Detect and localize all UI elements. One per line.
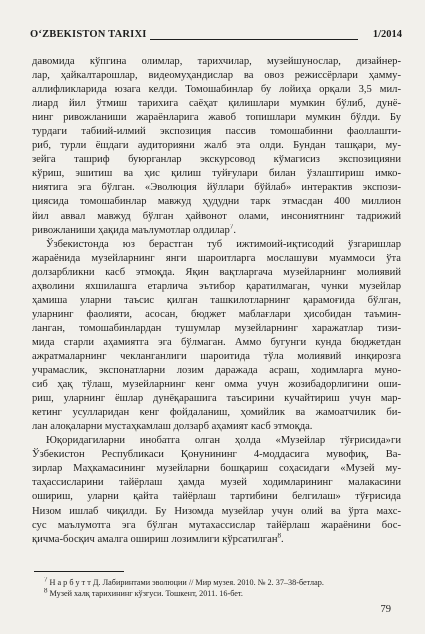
- text-line: Ўзбекистон Республикаси Қонунининг 4-моддасига мувофиқ, Ва-: [32, 449, 401, 461]
- text-line: Низом ишлаб чиқилди. Бу Низомда музейлар учун олий ва ўрта махс-: [32, 505, 401, 517]
- text-line: сиб ҳақ тўлаш, музейларнинг кенг омма учун жозибадорлигини оши-: [32, 379, 401, 391]
- text-line: аҳволини яхшилашга етарлича эътибор қаратилмаган, чунки музейлар: [32, 280, 401, 292]
- header-rule: [150, 39, 358, 40]
- footnote-reference: 7: [229, 223, 234, 231]
- text-line: Юқоридагиларни инобатга олган ҳолда «Музейлар тўғрисида»ги: [46, 435, 401, 447]
- text-line-content: ривожланиши ҳақида маълумотлар олдилар: [32, 224, 230, 236]
- text-line: жараёнида музейларнинг янги шароитларга мослашуви муаммоси ўта: [32, 252, 401, 264]
- text-line: ошириш, уларни қайта тайёрлаш тартибини белгилаш» тўғрисида: [32, 491, 401, 503]
- footnotes: [44, 577, 394, 599]
- text-line: турдаги табиий-илмий экспозиция пассив томошабинни фаоллашти-: [32, 126, 401, 138]
- issue-number: 1/2014: [372, 29, 402, 40]
- text-line: уларнинг фаолияти, асосан, бюджет маблағлари ҳисобидан таъмин-: [32, 308, 401, 320]
- article-body: [32, 55, 401, 547]
- footnote-text: Музей халқ тарихининг кўзгуси. Тошкент, 2011. 16-бет.: [47, 589, 243, 598]
- text-line: Ўзбекистонда юз берастган туб ижтимоий-иқтисодий ўзгаришлар: [46, 238, 401, 250]
- sentence-end: .: [281, 533, 284, 545]
- footnote-reference: 8: [277, 532, 282, 540]
- text-line: долзарбликни касб этмоқда. Яқин вақтларгача музейларнинг молиявий: [32, 266, 401, 278]
- text-line: мида старли аҳамиятга эга бўлмаган. Аммо бугунги кунда бюджетдан: [32, 336, 401, 348]
- text-line: лар, ҳайкалтарошлар, видеомуҳандислар ва овоз режиссёрлари ҳамму-: [32, 70, 401, 82]
- text-line: таҳассисларини тайёрлаш ҳамда музей ходимларининг малакасини: [32, 477, 401, 489]
- text-line: йил аввал мавжуд бўлган ҳайвонот олами, инсониятнинг тадрижий: [32, 210, 401, 222]
- text-line: [32, 420, 401, 434]
- text-line: давомида кўпгина олимлар, тарихчилар, музейшунослар, дизайнер-: [32, 56, 401, 67]
- text-line: [32, 533, 401, 547]
- footnote-number: 8: [44, 588, 48, 595]
- text-line: кетинг усулларидан кенг фойдаланиш, ҳомийлик ва жамоатчилик би-: [32, 407, 401, 419]
- text-line: циясида томошабинлар мавжуд ҳудудни тарк этмасдан 400 миллион: [32, 196, 401, 208]
- footnote-number: 7: [44, 577, 48, 584]
- journal-title: O‘ZBEKISTON TARIXI: [30, 29, 147, 40]
- text-line: ниятига эга бўлган. «Эволюция йўллари бўйлаб» интерактив экспози-: [32, 182, 401, 194]
- text-line-content: лан алоқаларни мустаҳкамлаш долзарб аҳамият касб этмоқда.: [32, 421, 313, 433]
- text-line: риб, турли ёшдаги аудиторияни жалб эта олди. Бундан ташқари, му-: [32, 140, 401, 152]
- text-line: зирлар Маҳкамасининг музейларни бошқариш соҳасидаги «Музей му-: [32, 463, 401, 475]
- text-line-content: қичма-босқич амалга ошириш лозимлиги кўрсатилган: [32, 533, 278, 545]
- page-number: 79: [380, 604, 391, 615]
- footnote-text: Н а р б у т т Д. Лабиринтами эволюции // Мир музея. 2010. № 2. 37–38-бетлар.: [47, 578, 324, 587]
- text-line: [32, 224, 401, 238]
- text-line: зейга ташриф буюрганлар экскурсовод кўмагисиз экспозицияни: [32, 154, 401, 166]
- footnote: [44, 588, 394, 599]
- text-line: лиард йил ўтмиш тарихига саёҳат қилишлари мумкин бўлиб, дунё-: [32, 98, 401, 110]
- text-line: сус маълумотга эга бўлган мутахассислар тайёрлаш жараёнини бос-: [32, 519, 401, 531]
- text-line: ланган, томошабинлардан тушумлар музейларнинг харажатлар тизи-: [32, 322, 401, 334]
- paragraph: [32, 55, 401, 238]
- text-line: ҳамиша уларни таъсис қилган ташкилотларнинг қарамоғида бўлган,: [32, 294, 401, 306]
- text-line: кўриш, эшитиш ва ҳис қилиш туйғулари билан ўзлаштириш имко-: [32, 168, 401, 180]
- text-line: аллифликларида юзага келди. Томошабинлар бу лойиҳа орқали 3,5 мил-: [32, 84, 401, 96]
- paragraph: [32, 238, 401, 435]
- footnote-rule: [34, 571, 124, 572]
- text-line: нинг ривожланиши жараёнларига жавоб топишлари мумкин бўлди. Бу: [32, 112, 401, 124]
- text-line: риш, уларнинг ёшлар дунёқарашига таъсирини кучайтириш учун мар-: [32, 393, 401, 405]
- sentence-end: .: [233, 224, 236, 236]
- paragraph: [32, 434, 401, 546]
- footnote: [44, 577, 394, 588]
- text-line: учрамаслик, экспонатларни лозим даражада асраш, ходимларга муно-: [32, 365, 401, 377]
- text-line: ажратмаларнинг чекланганлиги шароитида тўла молиявий инқирозга: [32, 350, 401, 362]
- running-header: [30, 27, 402, 45]
